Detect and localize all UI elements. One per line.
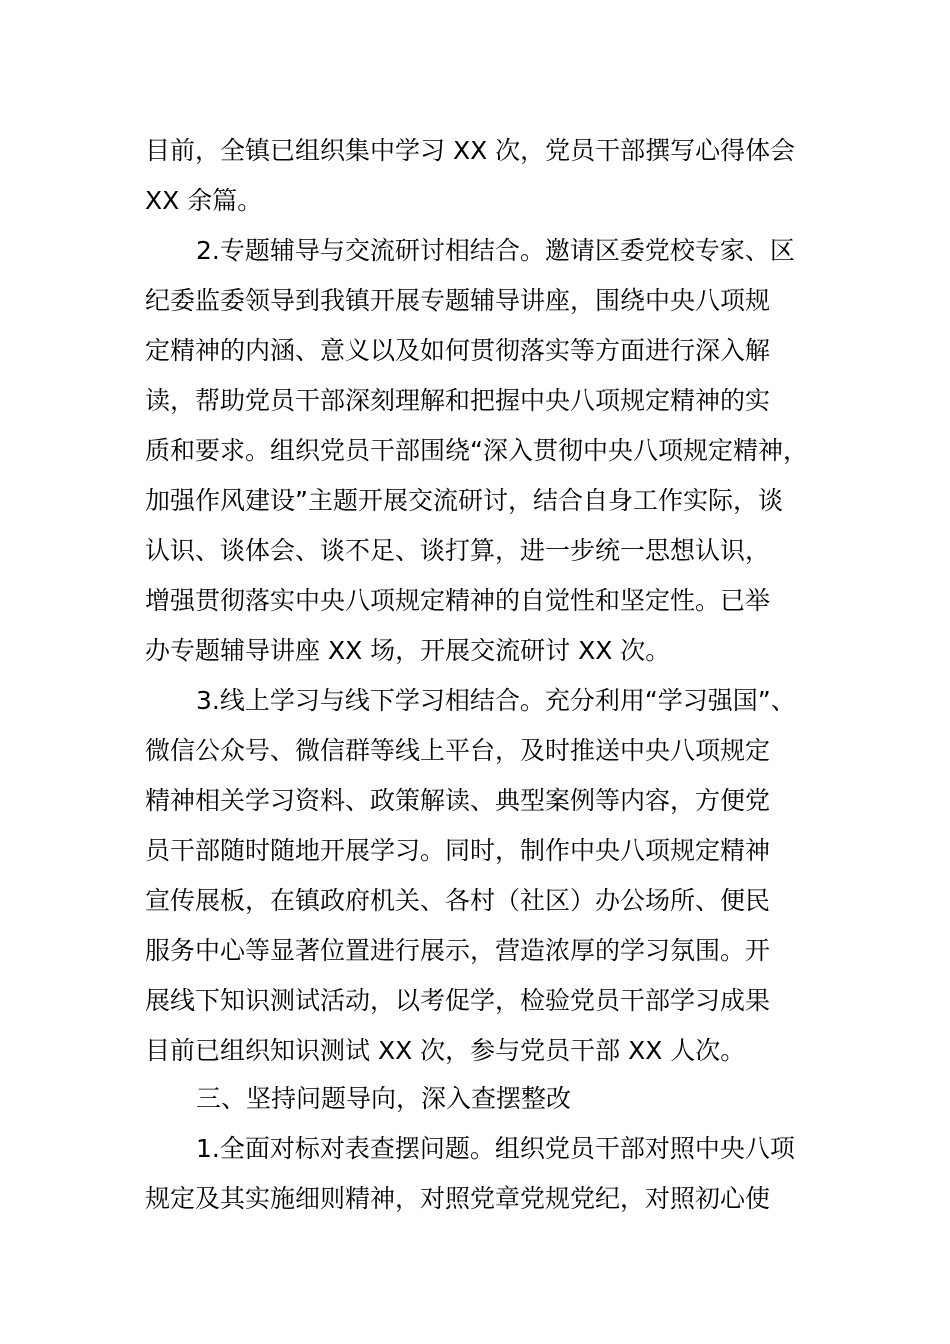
paragraph-start-line: 3.线上学习与线下学习相结合。充分利用“学习强国”、 xyxy=(196,686,796,715)
text-line: 服务中心等显著位置进行展示，营造浓厚的学习氛围。开 xyxy=(145,936,771,965)
text-line: 规定及其实施细则精神，对照党章党规党纪，对照初心使 xyxy=(145,1184,771,1213)
text-line: 目前已组织知识测试 XX 次，参与党员干部 XX 人次。 xyxy=(145,1036,746,1065)
paragraph-start-line: 2.专题辅导与交流研讨相结合。邀请区委党校专家、区 xyxy=(196,236,795,265)
text-line: 定精神的内涵、意义以及如何贯彻落实等方面进行深入解 xyxy=(145,336,771,365)
text-line: 质和要求。组织党员干部围绕“深入贯彻中央八项规定精神， xyxy=(145,436,808,465)
paragraph-start-line: 1.全面对标对表查摆问题。组织党员干部对照中央八项 xyxy=(196,1134,795,1163)
section-heading: 三、坚持问题导向，深入查摆整改 xyxy=(196,1084,572,1113)
text-line: 读，帮助党员干部深刻理解和把握中央八项规定精神的实 xyxy=(145,386,771,415)
text-line: 认识、谈体会、谈不足、谈打算，进一步统一思想认识， xyxy=(145,536,771,565)
text-line: 办专题辅导讲座 XX 场，开展交流研讨 XX 次。 xyxy=(145,636,671,665)
text-line: 加强作风建设”主题开展交流研讨，结合自身工作实际，谈 xyxy=(145,486,783,515)
text-line: 员干部随时随地开展学习。同时，制作中央八项规定精神 xyxy=(145,836,771,865)
text-line: XX 余篇。 xyxy=(145,186,263,215)
text-line: 增强贯彻落实中央八项规定精神的自觉性和坚定性。已举 xyxy=(145,586,771,615)
text-line: 展线下知识测试活动，以考促学，检验党员干部学习成果 xyxy=(145,986,771,1015)
text-line: 宣传展板，在镇政府机关、各村（社区）办公场所、便民 xyxy=(145,886,771,915)
text-line: 目前，全镇已组织集中学习 XX 次，党员干部撰写心得体会 xyxy=(145,136,796,165)
text-line: 纪委监委领导到我镇开展专题辅导讲座，围绕中央八项规 xyxy=(145,286,771,315)
text-line: 精神相关学习资料、政策解读、典型案例等内容，方便党 xyxy=(145,786,771,815)
text-line: 微信公众号、微信群等线上平台，及时推送中央八项规定 xyxy=(145,736,771,765)
